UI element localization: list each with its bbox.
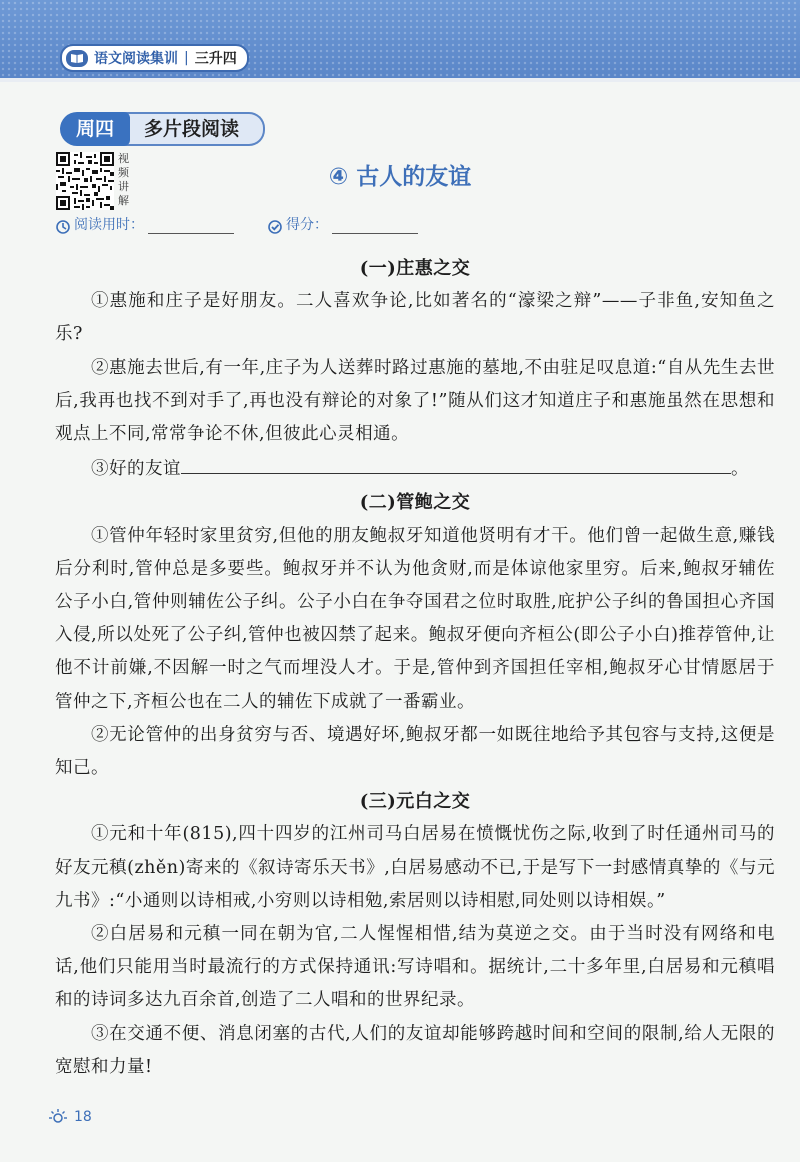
page-number: 18 — [74, 1109, 92, 1125]
reading-time — [56, 214, 234, 234]
paragraph: ①元和十年(815),四十四岁的江州司马白居易在愤慨忧伤之际,收到了时任通州司马的好友元稹(zhěn)寄来的《叙诗寄乐天书》,白居易感动不已,于是写下一封感情真挚的《与元九书》:“小通则以诗相戒,小穷则以诗相勉,索居则以诗相慰,同处则以诗相娱。” — [55, 824, 775, 911]
qr-caption: 视频讲解 — [118, 152, 129, 207]
paragraph: ①惠施和庄子是好朋友。二人喜欢争论,比如著名的“濠梁之辩”——子非鱼,安知鱼之乐? — [55, 291, 775, 345]
meta-row — [56, 214, 616, 234]
fill-prefix: ③好的友谊 — [91, 459, 181, 480]
check-circle-icon — [268, 220, 282, 234]
lesson-title — [0, 158, 800, 191]
part-heading: (一)庄惠之交 — [359, 258, 471, 279]
paragraph: ③在交通不便、消息闭塞的古代,人们的友谊却能够跨越时间和空间的限制,给人无限的宽慰和力量! — [55, 1023, 775, 1077]
section-day: 周四 — [60, 112, 130, 146]
paragraph: ②惠施去世后,有一年,庄子为人送葬时路过惠施的墓地,不由驻足叹息道:“自从先生去世后,我再也找不到对手了,再也没有辩论的对象了!”随从们这才知道庄子和惠施虽然在思想和观点上不同,常常争论不休,但彼此心灵相通。 — [55, 357, 775, 445]
section-title: 多片段阅读 — [122, 112, 265, 146]
book-title: 语文阅读集训 — [94, 51, 178, 67]
paragraph: ②无论管仲的出身贫穷与否、境遇好坏,鲍叔牙都一如既往地给予其包容与支持,这便是知己。 — [55, 724, 775, 779]
section-pill — [60, 112, 265, 146]
part-heading: (二)管鲍之交 — [359, 492, 471, 514]
tag-separator: | — [184, 50, 189, 66]
sun-icon — [48, 1108, 68, 1126]
fill-in-question — [55, 451, 775, 486]
score — [268, 214, 418, 234]
fill-suffix: 。 — [731, 459, 749, 480]
part-heading: (三)元白之交 — [359, 791, 471, 813]
paragraph: ①管仲年轻时家里贫穷,但他的朋友鲍叔牙知道他贤明有才干。他们曾一起做生意,赚钱后分利时,管仲总是多要些。鲍叔牙并不认为他贪财,而是体谅他家里穷。后来,鲍叔牙辅佐公子小白,管仲则辅佐公子纠。公子小白在争夺国君之位时取胜,庇护公子纠的鲁国担心齐国入侵,所以处死了公子纠,管仲也被囚禁了起来。鲍叔牙便向齐桓公(即公子小白)推荐管仲,让他不计前嫌,不因解一时之气而埋没人才。于是,管仲到齐国担任宰相,鲍叔牙心甘情愿居于管仲之下,齐桓公也在二人的辅佐下成就了一番霸业。 — [55, 525, 775, 712]
page-footer — [48, 1108, 92, 1126]
score-label: 得分： — [286, 217, 328, 233]
reading-time-input[interactable] — [148, 219, 234, 234]
answer-blank[interactable] — [181, 451, 731, 474]
book-icon — [66, 50, 88, 67]
score-input[interactable] — [332, 219, 418, 234]
clock-icon — [56, 220, 70, 234]
lesson-title-text: 古人的友谊 — [356, 164, 472, 190]
paragraph: ②白居易和元稹一同在朝为官,二人惺惺相惜,结为莫逆之交。由于当时没有网络和电话,他们只能用当时最流行的方式保持通讯:写诗唱和。据统计,二十多年里,白居易和元稹唱和的诗词多达九百余首,创造了二人唱和的世界纪录。 — [55, 924, 775, 1011]
grade-label: 三升四 — [194, 51, 237, 67]
reading-time-label: 阅读用时： — [74, 217, 144, 233]
reading-content — [55, 252, 775, 1084]
top-banner — [0, 0, 800, 82]
book-series-tag — [60, 44, 249, 72]
lesson-number: ④ — [328, 164, 349, 190]
